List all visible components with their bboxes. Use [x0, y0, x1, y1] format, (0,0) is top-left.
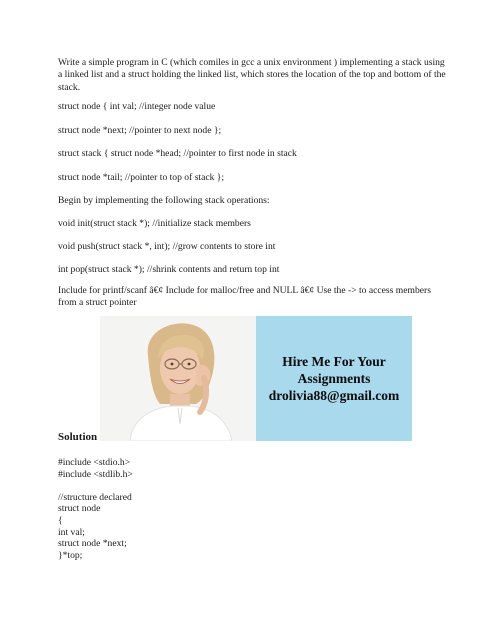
question-line-operations-intro: Begin by implementing the following stack operations:	[58, 195, 270, 206]
question-intro: Write a simple program in C (which comiles in gcc a unix environment ) implementing a stack using a linked list and a struct holding the linked list, which stores the location of the top and bottom of the stack.	[58, 57, 446, 93]
question-line-struct-node: struct node { int val; //integer node value	[58, 101, 216, 112]
code-line: {	[58, 514, 63, 526]
ad-email[interactable]: drolivia88@gmail.com	[268, 388, 400, 403]
solution-code-block	[58, 457, 133, 561]
code-line: }*top;	[58, 549, 83, 561]
advertisement-text	[256, 316, 412, 441]
code-line: #include <stdlib.h>	[58, 468, 133, 480]
code-line: struct node	[58, 503, 101, 515]
question-line-init: void init(struct stack *); //initialize stack members	[58, 218, 251, 229]
ad-headline-line1: Hire Me For Your	[282, 354, 386, 369]
question-line-pop: int pop(struct stack *); //shrink contents and return top int	[58, 264, 280, 275]
question-line-tail-pointer: struct node *tail; //pointer to top of stack };	[58, 172, 225, 183]
question-line-struct-stack: struct stack { struct node *head; //pointer to first node in stack	[58, 148, 297, 159]
question-line-includes: Include for printf/scanf â€¢ Include for malloc/free and NULL â€¢ Use the -> to access members from a struct pointer	[58, 285, 431, 309]
solution-heading: Solution	[58, 431, 98, 443]
advertisement-banner[interactable]	[100, 316, 412, 441]
code-line: struct node *next;	[58, 538, 127, 550]
woman-photo	[100, 316, 256, 441]
code-line: int val;	[58, 526, 85, 538]
question-line-push: void push(struct stack *, int); //grow contents to store int	[58, 241, 276, 252]
code-line: #include <stdio.h>	[58, 457, 131, 468]
code-blank-line	[58, 480, 133, 492]
woman-portrait-illustration	[100, 316, 256, 441]
code-line: //structure declared	[58, 491, 132, 503]
ad-headline-line2: Assignments	[297, 371, 371, 386]
question-line-next-pointer: struct node *next; //pointer to next node };	[58, 125, 222, 136]
